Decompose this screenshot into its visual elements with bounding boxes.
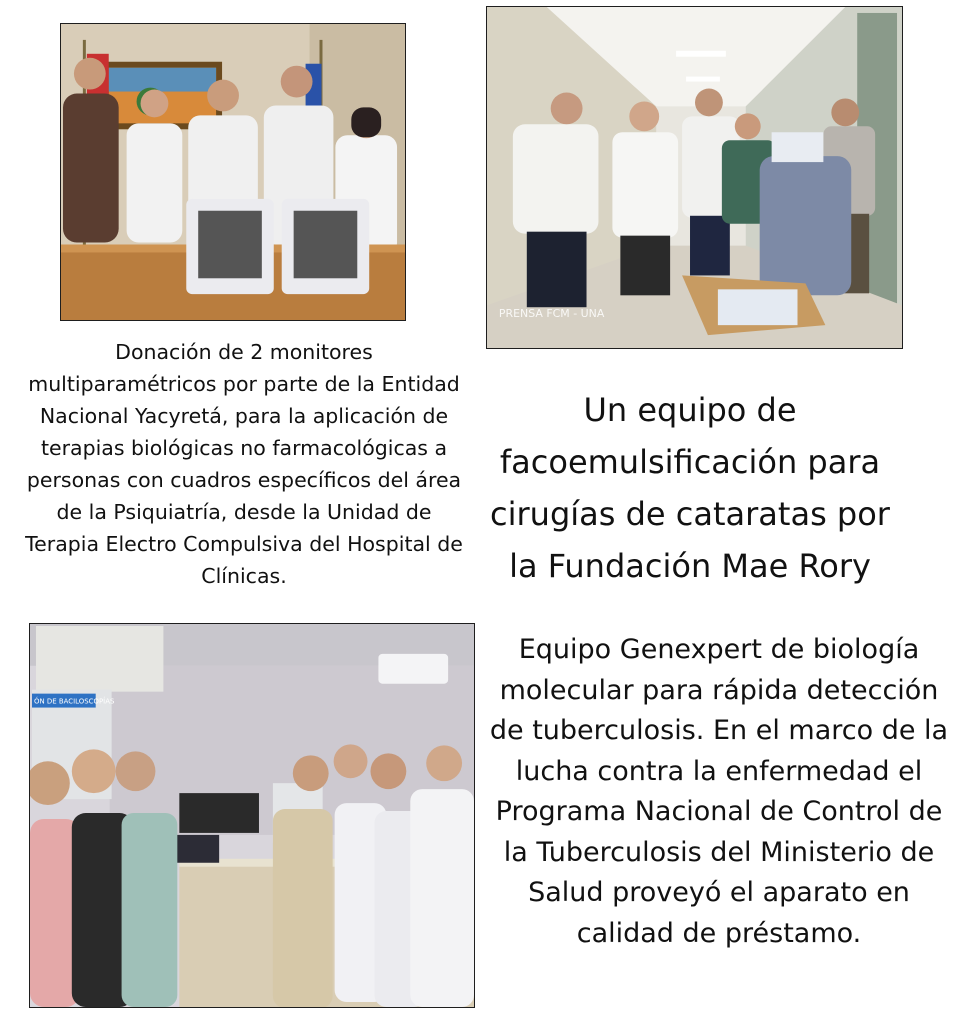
press-watermark: PRENSA FCM - UNA: [498, 307, 605, 321]
genexpert-caption: Equipo Genexpert de biología molecular para rápida detección de tuberculosis. En el marco de la lucha contra la enfermedad el Programa Nacional de Control de la Tuberculosis del Ministerio de Salud proveyó el aparato en calidad de préstamo.: [489, 634, 949, 949]
lab-sign: ÓN DE BACILOSCOPÍAS: [33, 697, 115, 706]
monitors-donation-photo: [60, 23, 406, 321]
genexpert-lab-photo: [29, 623, 475, 1008]
phaco-equipment-photo: [486, 6, 903, 349]
monitors-donation-caption: Donación de 2 monitores multiparamétricos por parte de la Entidad Nacional Yacyretá, para la aplicación de terapias biológicas no farmacológicas a personas con cuadros específicos del área de la Psiquiatría, desde la Unidad de Terapia Electro Compulsiva del Hospital de Clínicas.: [25, 340, 463, 588]
phaco-equipment-caption: Un equipo de facoemulsificación para cirugías de cataratas por la Fundación Mae Rory: [490, 391, 890, 585]
